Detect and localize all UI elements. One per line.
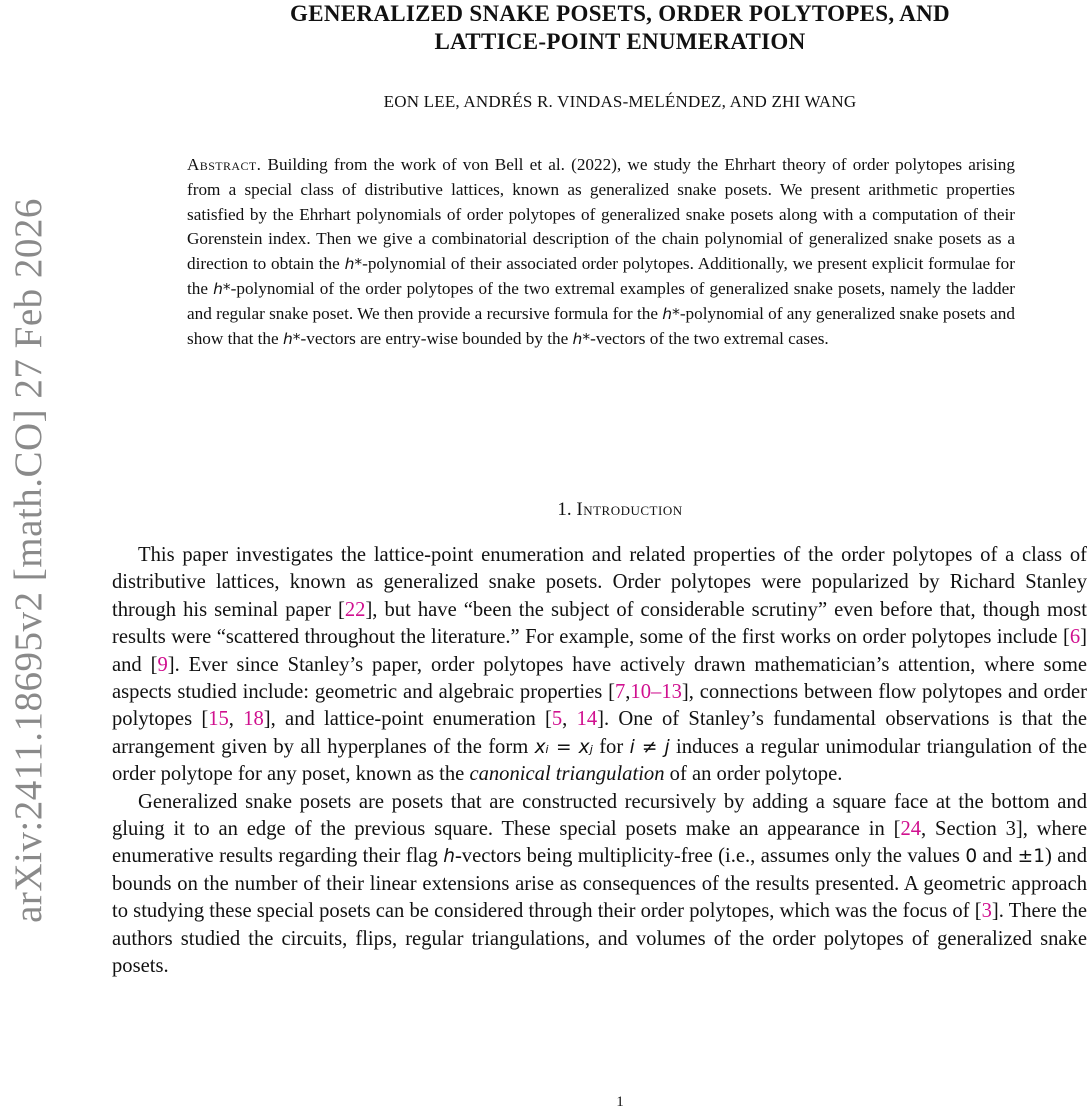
text: ], but have “been the subject of considerable scrutiny” even before that, though most results were “scattered throughout the literature.” For example, some of the first works on order polytopes include [ [112,598,1087,649]
abstract-text: -polynomial of their associated order polytopes. Additionally, we present explicit formulae for the [187,254,1015,298]
citation-link[interactable]: 18 [243,708,264,731]
text: , Section 3], where enumerative results regarding their flag [112,818,1087,868]
abstract-label: Abstract. [187,155,262,174]
citation-link[interactable]: 9 [157,653,168,676]
h-star-symbol: h* [344,255,363,274]
text: , [228,708,244,731]
text: Generalized snake posets are posets that are constructed recursively by adding a square face at the bottom and gluing it to an edge of the previous square. These special posets make an appearance in [ [112,790,1087,841]
section-number: 1. [557,499,572,520]
abstract-text: -vectors are entry-wise bounded by the [300,328,573,348]
math-expression: i ≠ j [629,736,670,758]
text: and [977,845,1018,868]
page-number: 1 [616,1094,624,1110]
text: , [562,708,577,731]
citation-link[interactable]: 3 [981,900,992,923]
text: ]. Ever since Stanley’s paper, order polytopes have actively drawn mathematician’s attention, where some aspects studied include: geometric and algebraic properties [ [112,653,1087,704]
citation-link[interactable]: 14 [576,708,598,731]
title-line-2: LATTICE-POINT ENUMERATION [434,29,806,54]
text: ], connections between flow polytopes and order polytopes [ [112,681,1087,731]
body-text [112,542,1087,981]
paper-title [150,0,1090,56]
citation-link[interactable]: 22 [344,598,366,621]
text: ]. One of Stanley’s fundamental observations is that the arrangement given by all hyperplanes of the form [112,708,1087,758]
text: , [625,681,631,704]
math-expression: 0 [965,846,978,868]
math-expression: ±1 [1017,846,1045,868]
h-star-symbol: h* [213,279,231,298]
text: ) and bounds on the number of their linear extensions arise as consequences of the results presented. A geometric approach to studying these special posets can be considered through their order polytopes, which was the focus of [ [112,845,1087,923]
abstract-text: -polynomial of the order polytopes of the two extremal examples of generalized snake posets, namely the ladder and regular snake poset. We then provide a recursive formula for the [187,278,1015,323]
citation-link[interactable]: 6 [1069,626,1081,649]
citation-link[interactable]: 10–13 [630,681,682,704]
text: of an order polytope. [664,763,843,786]
arxiv-identifier: arXiv:2411.18695v2 [math.CO] 27 Feb 2026 [6,197,50,923]
text: induces a regular unimodular triangulation of the order polytope for any poset, known as the [112,735,1088,786]
math-expression: h [443,846,455,868]
paragraph-1 [112,542,1087,789]
abstract-text: Building from the work of von Bell et al. (2022), we study the Ehrhart theory of order polytopes arising from a special class of distributive lattices, known as generalized snake posets. We present arithmetic properties satisfied by the Ehrhart polynomials of order polytopes of generalized snake posets along with a computation of their Gorenstein index. Then we give a combinatorial description of the chain polynomial of generalized snake posets as a direction to obtain the [187,155,1015,274]
text: -vectors being multiplicity-free (i.e., assumes only the values [454,845,966,868]
section-heading-introduction [150,499,1090,521]
citation-link[interactable]: 24 [900,818,922,841]
paragraph-2 [112,789,1087,981]
emphasized-term: canonical triangulation [469,763,665,786]
abstract-text: -polynomial of any generalized snake posets and show that the [187,303,1015,348]
text: ]. There the authors studied the circuits, flips, regular triangulations, and volumes of the order polytopes of generalized snake posets. [112,900,1087,978]
citation-link[interactable]: 7 [614,681,626,704]
citation-link[interactable]: 15 [208,708,229,731]
text: for [592,735,630,758]
title-line-1: GENERALIZED SNAKE POSETS, ORDER POLYTOPES, AND [290,1,950,26]
text: This paper investigates the lattice-point enumeration and related properties of the order polytopes of a class of distributive lattices, known as generalized snake posets. Order polytopes were popularized by Richard Stanley through his seminal paper [ [112,544,1087,621]
h-star-symbol: h* [282,329,301,348]
math-expression: xᵢ = xⱼ [534,736,593,758]
h-star-symbol: h* [572,329,591,348]
h-star-symbol: h* [662,304,680,323]
abstract-text: -vectors of the two extremal cases. [590,328,829,348]
authors: EON LEE, ANDRÉS R. VINDAS-MELÉNDEZ, AND ZHI WANG [383,92,857,111]
citation-link[interactable]: 5 [551,708,563,731]
arxiv-stamp [4,170,52,950]
text: ], and lattice-point enumeration [ [263,708,552,731]
text: ] and [ [112,626,1087,676]
abstract [187,153,1015,351]
section-name: Introduction [576,499,683,520]
